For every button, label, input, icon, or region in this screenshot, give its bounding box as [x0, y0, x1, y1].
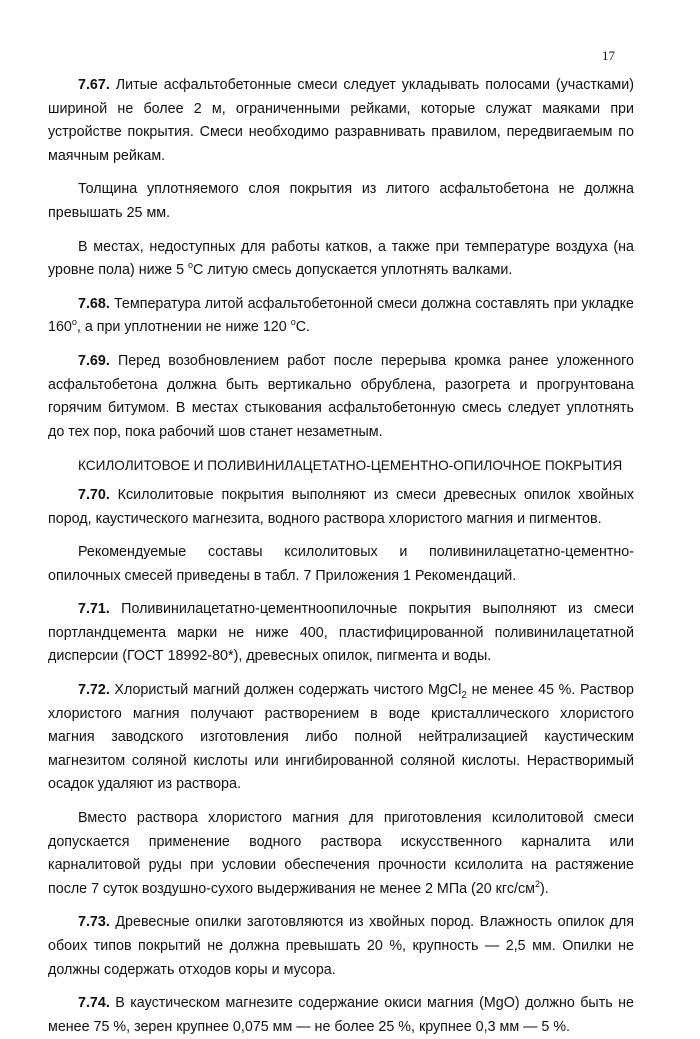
paragraph-text: Древесные опилки заготовляются из хвойных пород. Влажность опилок для обоих типов покрытий не должна превышать 20 %, крупность — 2,5 мм. Опилки не должны содержать отходов коры и мусора. [48, 914, 634, 978]
paragraph-7-70 [48, 484, 634, 531]
paragraph-text: Поливинилацетатно-цементноопилочные покрытия выполняют из смеси портландцемента марки не ниже 400, пластифицированной поливинилацетатной дисперсии (ГОСТ 18992-80*), древесных опилок, пигмента и воды. [48, 601, 634, 665]
clause-number: 7.70. [78, 486, 110, 503]
paragraph-text: Литые асфальтобетонные смеси следует укладывать полосами (участками) шириной не более 2 м, ограниченными рейками, которые служат маяками при устройстве покрытия. Смеси необходимо разравнивать правилом, передвигаемым по маячным рейкам. [48, 77, 634, 164]
clause-number: 7.68. [78, 295, 110, 312]
paragraph-text: В местах, недоступных для работы катков, а также при температуре воздуха (на уровне пола) ниже 5 [48, 238, 634, 279]
subscript: 2 [461, 689, 467, 701]
page-number: 17 [602, 48, 615, 63]
paragraph-7-68 [48, 293, 634, 340]
paragraph-text: Перед возобновлением работ после перерыва кромка ранее уложенного асфальтобетона должна быть вертикально обрублена, разогрета и прогрунтована горячим битумом. В местах стыкования асфальтобетонную смесь следует уплотнять до тех пор, пока рабочий шов станет незаметным. [48, 352, 634, 440]
clause-number: 7.67. [78, 77, 110, 93]
paragraph-7-73 [48, 911, 634, 982]
clause-number: 7.71. [78, 601, 110, 618]
paragraph-text: С. [295, 319, 311, 336]
paragraph-text: С литую смесь допускается уплотнять валками. [193, 262, 513, 279]
paragraph-7-67 [48, 74, 634, 168]
paragraph-text: Вместо раствора хлористого магния для приготовления ксилолитовой смеси допускается применение водного раствора искусственного карналита или карналитовой руды при условии обеспечения прочности ксилолита на растяжение после 7 суток воздушно-сухого выдерживания не менее 2 МПа (20 кгс/см [48, 810, 634, 897]
paragraph-7-72-carnallite [48, 807, 634, 901]
paragraph-7-71 [48, 598, 634, 669]
paragraph-7-74 [48, 992, 634, 1039]
paragraph-7-69 [48, 350, 634, 444]
paragraph-text: не менее 45 %. Раствор хлористого магния получают растворением в воде кристаллического хлористого магния заводского изготовления либо полной нейтрализацией каустическим магнезитом соляной кислоты или ингибированной соляной кислоты. Нерастворимый осадок удаляют из раствора. [48, 682, 635, 793]
document-body [48, 74, 634, 1039]
clause-number: 7.69. [78, 352, 110, 369]
degree-sign: о [71, 317, 77, 328]
paragraph-text: В каустическом магнезите содержание окиси магния (MgO) должно быть не менее 75 %, зерен крупнее 0,075 мм — не более 25 %, крупнее 0,3 мм — 5 %. [48, 995, 634, 1035]
paragraph-text: Хлористый магний должен содержать чистого MgCl [109, 682, 462, 699]
paragraph-text: , а при уплотнении не ниже 120 [76, 319, 291, 336]
paragraph-7-67-thickness: Толщина уплотняемого слоя покрытия из литого асфальтобетона не должна превышать 25 мм. [48, 181, 634, 221]
superscript: 2 [534, 879, 540, 890]
clause-number: 7.72. [78, 682, 110, 699]
paragraph-7-67-rollers [48, 236, 634, 283]
paragraph-7-70-compositions: Рекомендуемые составы ксилолитовых и поливинилацетатно-цементно-опилочных смесей приведены в табл. 7 Приложения 1 Рекомендаций. [48, 544, 634, 584]
section-heading: КСИЛОЛИТОВОЕ И ПОЛИВИНИЛАЦЕТАТНО-ЦЕМЕНТНО-ОПИЛОЧНОЕ ПОКРЫТИЯ [78, 458, 623, 474]
paragraph-text: ). [539, 880, 549, 897]
clause-number: 7.74. [78, 995, 110, 1012]
paragraph-text: Температура литой асфальтобетонной смеси должна составлять при укладке 160 [48, 295, 634, 336]
paragraph-text: Ксилолитовые покрытия выполняют из смеси древесных опилок хвойных пород, каустического магнезита, водного раствора хлористого магния и пигментов. [48, 486, 634, 527]
degree-sign: о [290, 317, 296, 328]
clause-number: 7.73. [78, 914, 110, 931]
degree-sign: о [188, 260, 194, 271]
paragraph-7-72 [48, 679, 634, 797]
